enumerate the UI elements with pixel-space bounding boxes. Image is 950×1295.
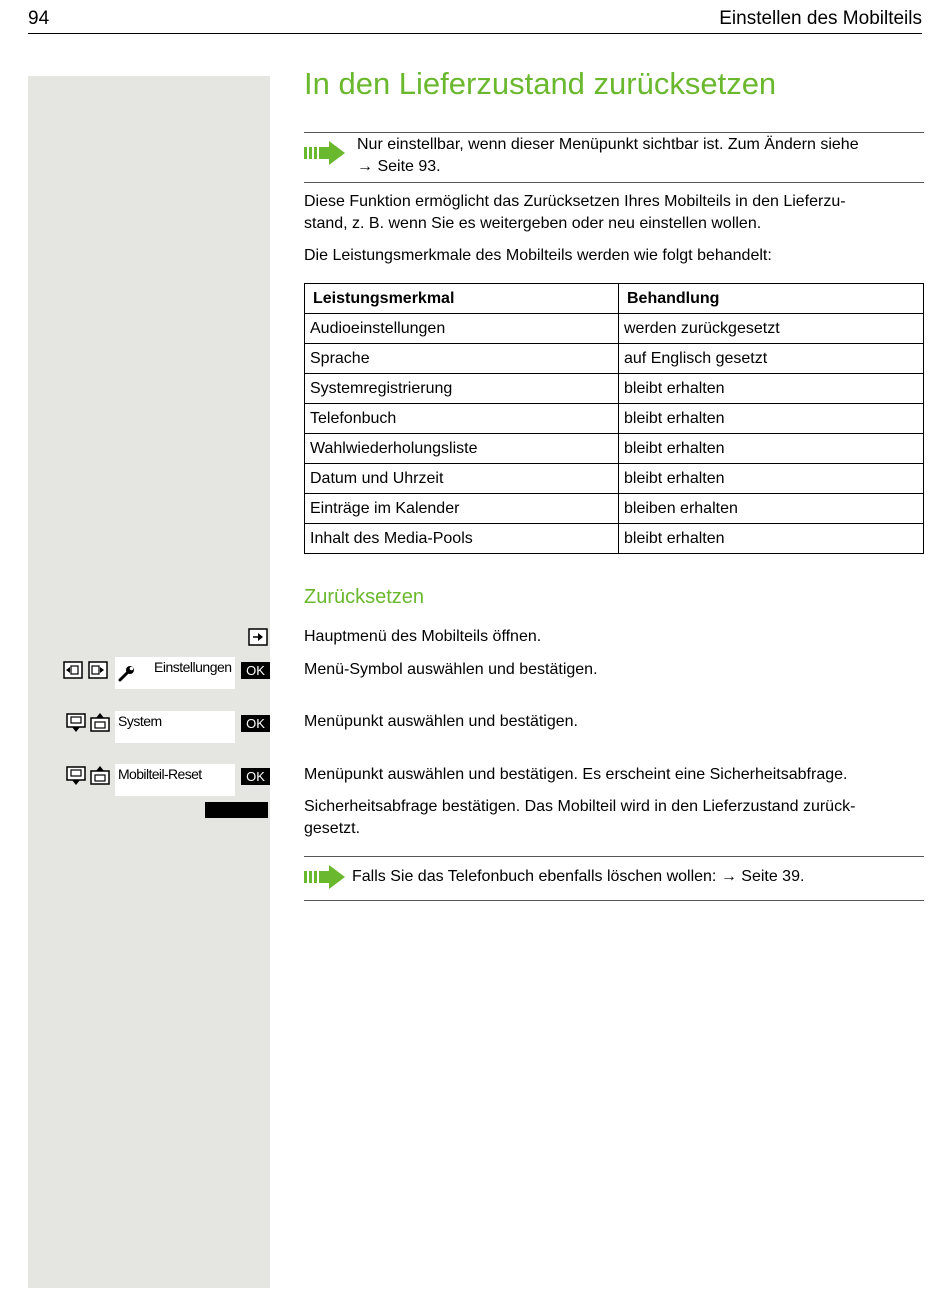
page-number: 94	[28, 8, 50, 29]
note-rule-bottom	[304, 900, 924, 901]
table-row	[305, 494, 924, 524]
table-row	[305, 344, 924, 374]
display-mobilteil-reset	[115, 764, 235, 796]
table-row	[305, 524, 924, 554]
table-cell: bleibt erhalten	[619, 434, 924, 464]
table-cell: Einträge im Kalender	[305, 494, 619, 524]
wrench-icon	[117, 665, 135, 683]
table-cell: werden zurückgesetzt	[619, 314, 924, 344]
table-cell: Systemregistrierung	[305, 374, 619, 404]
note-arrow-icon	[304, 864, 346, 890]
table-cell: bleibt erhalten	[619, 464, 924, 494]
step-select-symbol: Menü-Symbol auswählen und bestätigen.	[304, 661, 598, 678]
table-cell: Telefonbuch	[305, 404, 619, 434]
table-row	[305, 374, 924, 404]
menu-key-icon	[248, 628, 268, 646]
step-open-menu: Hauptmenü des Mobilteils öffnen.	[304, 628, 542, 645]
nav-down-key-icon	[66, 766, 86, 786]
intro-line-2: stand, z. B. wenn Sie es weitergeben oder neu einstellen wollen.	[304, 215, 762, 232]
display-reset-label: Mobilteil-Reset	[118, 766, 202, 782]
step-confirm-line-2: gesetzt.	[304, 820, 361, 837]
nav-right-key-icon	[88, 661, 108, 679]
table-cell: auf Englisch gesetzt	[619, 344, 924, 374]
note-rule-top	[304, 856, 924, 857]
step-select-reset: Menüpunkt auswählen und bestätigen. Es erscheint eine Sicherheitsabfrage.	[304, 766, 848, 783]
table-header-feature: Leistungsmerkmal	[305, 284, 619, 314]
display-settings-label: Einstellungen	[154, 659, 232, 675]
confirm-softkey[interactable]	[205, 802, 268, 818]
display-system-label: System	[118, 713, 162, 729]
note-top	[357, 134, 922, 178]
table-cell: Inhalt des Media-Pools	[305, 524, 619, 554]
table-cell: Datum und Uhrzeit	[305, 464, 619, 494]
subheading: Zurücksetzen	[304, 586, 425, 608]
table-cell: bleibt erhalten	[619, 404, 924, 434]
intro-paragraph	[304, 191, 914, 235]
header-divider	[28, 33, 922, 34]
page-title: In den Lieferzustand zurücksetzen	[304, 66, 777, 101]
ok-button[interactable]: OK	[241, 662, 270, 679]
table-cell: Wahlwiederholungsliste	[305, 434, 619, 464]
nav-up-key-icon	[90, 765, 110, 785]
table-row	[305, 314, 924, 344]
note-arrow-icon	[304, 140, 346, 166]
note-rule-bottom	[304, 182, 924, 183]
ok-button[interactable]: OK	[241, 768, 270, 785]
table-cell: bleibt erhalten	[619, 374, 924, 404]
table-row	[305, 434, 924, 464]
step-confirm-line-1: Sicherheitsabfrage bestätigen. Das Mobilteil wird in den Lieferzustand zurück-	[304, 798, 856, 815]
display-settings	[115, 657, 235, 689]
intro-line-1: Diese Funktion ermöglicht das Zurücksetzen Ihres Mobilteils in den Lieferzu-	[304, 193, 846, 210]
step-select-item: Menüpunkt auswählen und bestätigen.	[304, 713, 578, 730]
step-confirm	[304, 796, 919, 840]
intro-paragraph-2: Die Leistungsmerkmale des Mobilteils werden wie folgt behandelt:	[304, 247, 772, 264]
table-cell: Sprache	[305, 344, 619, 374]
table-header-handling: Behandlung	[619, 284, 924, 314]
table-cell: bleibt erhalten	[619, 524, 924, 554]
nav-up-key-icon	[90, 712, 110, 732]
table-header-row	[305, 284, 924, 314]
note-rule-top	[304, 132, 924, 133]
note-top-link[interactable]: → Seite 93.	[357, 158, 441, 175]
table-row	[305, 404, 924, 434]
display-system	[115, 711, 235, 743]
ok-button[interactable]: OK	[241, 715, 270, 732]
table-row	[305, 464, 924, 494]
note-bottom: Falls Sie das Telefonbuch ebenfalls löschen wollen: → Seite 39.	[352, 868, 805, 885]
section-title: Einstellen des Mobilteils	[719, 8, 922, 29]
table-cell: bleiben erhalten	[619, 494, 924, 524]
nav-down-key-icon	[66, 713, 86, 733]
table-cell: Audioeinstellungen	[305, 314, 619, 344]
note-top-text: Nur einstellbar, wenn dieser Menüpunkt sichtbar ist. Zum Ändern siehe	[357, 136, 859, 153]
features-table	[304, 283, 924, 554]
nav-left-key-icon	[63, 661, 83, 679]
